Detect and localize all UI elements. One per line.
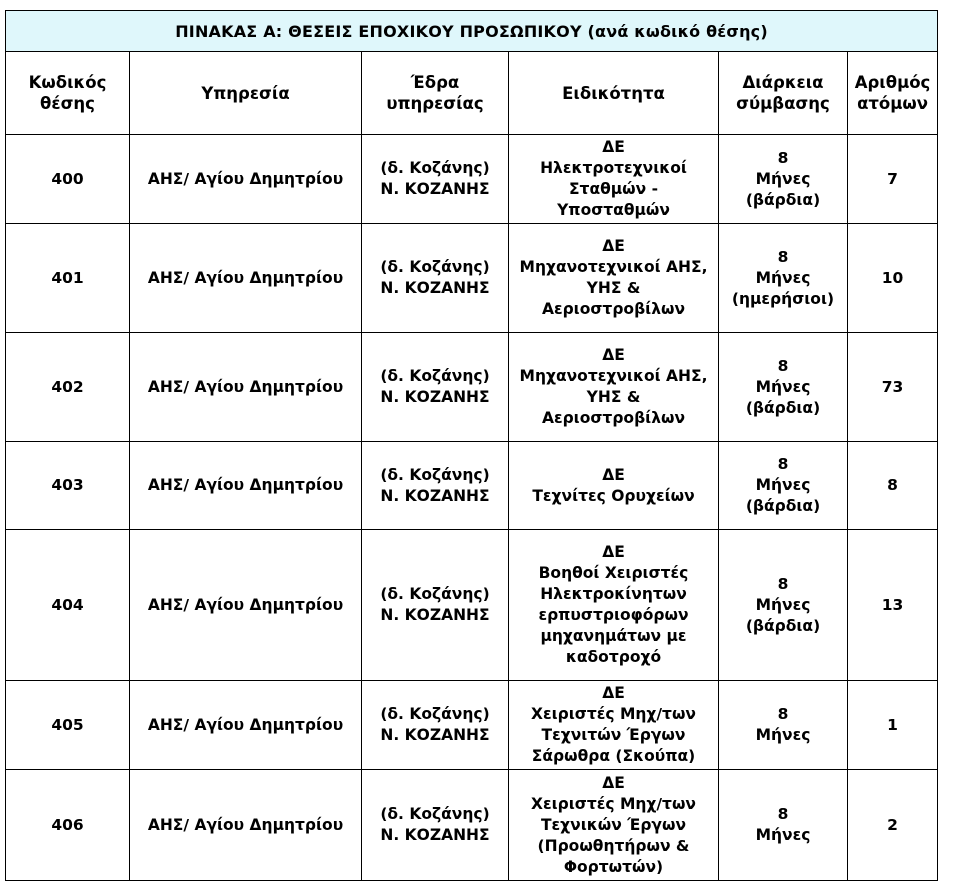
cell-code: 404 bbox=[6, 530, 130, 681]
cell-persons: 7 bbox=[848, 135, 938, 224]
cell-duration: 8 Μήνες bbox=[719, 681, 848, 770]
cell-specialty: ΔΕ Ηλεκτροτεχνικοί Σταθμών - Υποσταθμών bbox=[509, 135, 719, 224]
column-header-duration: Διάρκεια σύμβασης bbox=[719, 52, 848, 135]
cell-service: ΑΗΣ/ Αγίου Δημητρίου bbox=[130, 681, 362, 770]
cell-seat: (δ. Κοζάνης) Ν. ΚΟΖΑΝΗΣ bbox=[362, 681, 509, 770]
cell-specialty: ΔΕ Τεχνίτες Ορυχείων bbox=[509, 442, 719, 530]
cell-duration: 8 Μήνες (βάρδια) bbox=[719, 530, 848, 681]
cell-seat: (δ. Κοζάνης) Ν. ΚΟΖΑΝΗΣ bbox=[362, 224, 509, 333]
cell-seat: (δ. Κοζάνης) Ν. ΚΟΖΑΝΗΣ bbox=[362, 770, 509, 881]
cell-duration: 8 Μήνες (ημερήσιοι) bbox=[719, 224, 848, 333]
cell-code: 400 bbox=[6, 135, 130, 224]
column-header-seat: Έδρα υπηρεσίας bbox=[362, 52, 509, 135]
cell-specialty: ΔΕ Χειριστές Μηχ/των Τεχνιτών Έργων Σάρωθρα (Σκούπα) bbox=[509, 681, 719, 770]
column-header-code: Κωδικός θέσης bbox=[6, 52, 130, 135]
cell-duration: 8 Μήνες (βάρδια) bbox=[719, 442, 848, 530]
cell-service: ΑΗΣ/ Αγίου Δημητρίου bbox=[130, 135, 362, 224]
cell-code: 406 bbox=[6, 770, 130, 881]
cell-code: 405 bbox=[6, 681, 130, 770]
table-row bbox=[6, 135, 938, 224]
table-row bbox=[6, 224, 938, 333]
table-row bbox=[6, 442, 938, 530]
cell-service: ΑΗΣ/ Αγίου Δημητρίου bbox=[130, 530, 362, 681]
cell-service: ΑΗΣ/ Αγίου Δημητρίου bbox=[130, 333, 362, 442]
column-header-specialty: Ειδικότητα bbox=[509, 52, 719, 135]
table-row bbox=[6, 681, 938, 770]
cell-specialty: ΔΕ Βοηθοί Χειριστές Ηλεκτροκίνητων ερπυστριοφόρων μηχανημάτων με καδοτροχό bbox=[509, 530, 719, 681]
cell-service: ΑΗΣ/ Αγίου Δημητρίου bbox=[130, 770, 362, 881]
cell-persons: 2 bbox=[848, 770, 938, 881]
cell-persons: 8 bbox=[848, 442, 938, 530]
cell-persons: 13 bbox=[848, 530, 938, 681]
cell-duration: 8 Μήνες bbox=[719, 770, 848, 881]
cell-persons: 73 bbox=[848, 333, 938, 442]
table-header-row bbox=[6, 52, 938, 135]
table-row bbox=[6, 530, 938, 681]
table-title-row bbox=[6, 11, 938, 52]
cell-persons: 1 bbox=[848, 681, 938, 770]
cell-seat: (δ. Κοζάνης) Ν. ΚΟΖΑΝΗΣ bbox=[362, 135, 509, 224]
cell-service: ΑΗΣ/ Αγίου Δημητρίου bbox=[130, 442, 362, 530]
cell-persons: 10 bbox=[848, 224, 938, 333]
cell-specialty: ΔΕ Μηχανοτεχνικοί ΑΗΣ, ΥΗΣ & Αεριοστροβίλων bbox=[509, 333, 719, 442]
cell-seat: (δ. Κοζάνης) Ν. ΚΟΖΑΝΗΣ bbox=[362, 333, 509, 442]
column-header-service: Υπηρεσία bbox=[130, 52, 362, 135]
cell-duration: 8 Μήνες (βάρδια) bbox=[719, 135, 848, 224]
positions-table-container bbox=[5, 10, 937, 881]
table-title: ΠΙΝΑΚΑΣ Α: ΘΕΣΕΙΣ ΕΠΟΧΙΚΟΥ ΠΡΟΣΩΠΙΚΟΥ (ανά κωδικό θέσης) bbox=[6, 11, 938, 52]
cell-specialty: ΔΕ Χειριστές Μηχ/των Τεχνικών Έργων (Προωθητήρων & Φορτωτών) bbox=[509, 770, 719, 881]
cell-code: 401 bbox=[6, 224, 130, 333]
cell-code: 403 bbox=[6, 442, 130, 530]
cell-code: 402 bbox=[6, 333, 130, 442]
table-row bbox=[6, 333, 938, 442]
seasonal-staff-positions-table bbox=[5, 10, 938, 881]
cell-service: ΑΗΣ/ Αγίου Δημητρίου bbox=[130, 224, 362, 333]
cell-seat: (δ. Κοζάνης) Ν. ΚΟΖΑΝΗΣ bbox=[362, 442, 509, 530]
cell-seat: (δ. Κοζάνης) Ν. ΚΟΖΑΝΗΣ bbox=[362, 530, 509, 681]
cell-specialty: ΔΕ Μηχανοτεχνικοί ΑΗΣ, ΥΗΣ & Αεριοστροβίλων bbox=[509, 224, 719, 333]
table-row bbox=[6, 770, 938, 881]
cell-duration: 8 Μήνες (βάρδια) bbox=[719, 333, 848, 442]
column-header-persons: Αριθμός ατόμων bbox=[848, 52, 938, 135]
